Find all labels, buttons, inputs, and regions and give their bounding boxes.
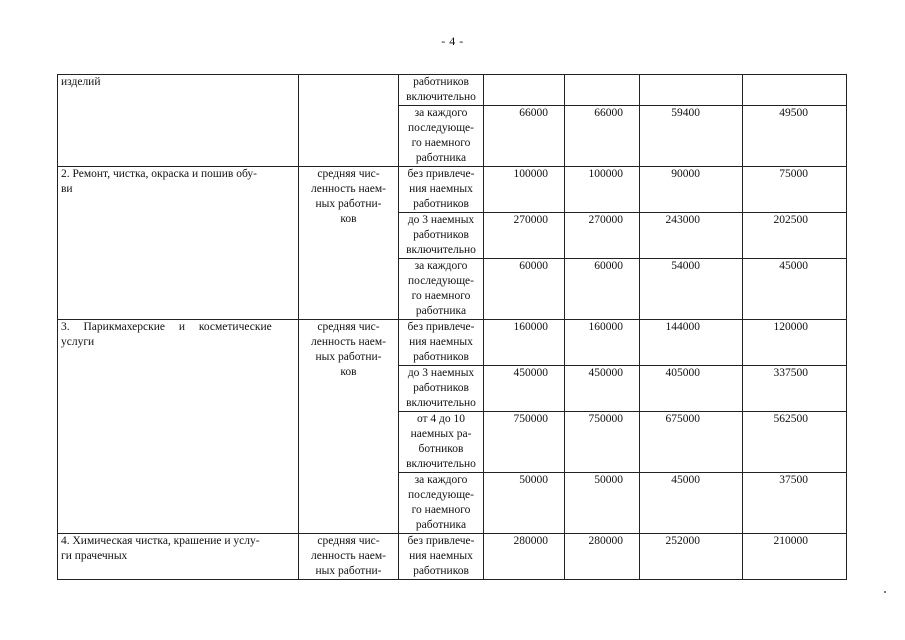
condition-line: го наемного [411,504,471,516]
value-cell [640,75,743,106]
unit-cell [299,534,399,580]
condition-line: работников [413,565,469,577]
condition-line: включительно [406,397,476,409]
value-cell: 405000 [640,366,743,412]
value-cell: 45000 [743,259,847,320]
condition-line: ния наемных [409,336,473,348]
value-cell: 54000 [640,259,743,320]
condition-cell [399,167,484,213]
value-cell: 144000 [640,320,743,366]
service-cell [58,75,299,167]
tariff-table [57,74,847,580]
condition-line: до 3 наемных [407,367,475,379]
condition-cell [399,320,484,366]
unit-line: ков [340,366,357,378]
service-line: 4. Химическая чистка, крашение и услу- [61,535,260,547]
condition-line: за каждого [414,474,468,486]
value-cell: 252000 [640,534,743,580]
service-cell [58,167,299,320]
service-line: 2. Ремонт, чистка, окраска и пошив обу- [61,168,257,180]
condition-line: без привлече- [407,168,475,180]
unit-line: ных работни- [315,198,382,210]
unit-line: ков [340,213,357,225]
condition-cell [399,213,484,259]
page-number: - 4 - [441,34,464,48]
condition-line: без привлече- [407,535,475,547]
condition-line: работника [415,305,467,317]
value-cell: 90000 [640,167,743,213]
value-cell: 66000 [565,106,640,167]
condition-line: включительно [406,458,476,470]
value-cell: 49500 [743,106,847,167]
value-cell: 450000 [484,366,565,412]
condition-line: го наемного [411,290,471,302]
condition-cell [399,412,484,473]
unit-line: средняя чис- [317,535,380,547]
value-cell: 280000 [484,534,565,580]
value-cell [484,75,565,106]
service-line: услуги [61,336,95,348]
condition-cell [399,106,484,167]
condition-line: включительно [406,244,476,256]
condition-line: без привлече- [407,321,475,333]
value-cell: 210000 [743,534,847,580]
value-cell: 60000 [484,259,565,320]
service-line: изделий [61,76,101,88]
unit-line: ных работни- [315,351,382,363]
value-cell: 60000 [565,259,640,320]
service-cell [58,534,299,580]
value-cell: 160000 [565,320,640,366]
condition-line: работников [413,351,469,363]
condition-line: за каждого [414,107,468,119]
value-cell: 100000 [484,167,565,213]
condition-line: го наемного [411,137,471,149]
condition-line: работников [413,198,469,210]
condition-cell [399,366,484,412]
condition-line: включительно [406,91,476,103]
service-cell [58,320,299,534]
value-cell [743,75,847,106]
value-cell: 270000 [565,213,640,259]
table-row [58,75,847,106]
service-line: ги прачечных [61,550,128,562]
value-cell: 270000 [484,213,565,259]
unit-cell [299,75,399,167]
condition-line: последующе- [408,275,474,287]
condition-cell [399,259,484,320]
value-cell: 750000 [565,412,640,473]
value-cell: 337500 [743,366,847,412]
unit-cell [299,320,399,534]
unit-line: средняя чис- [317,168,380,180]
condition-line: работника [415,519,467,531]
value-cell: 160000 [484,320,565,366]
value-cell: 120000 [743,320,847,366]
condition-line: работников [413,382,469,394]
table-row [58,167,847,213]
scan-speck [884,591,886,593]
value-cell: 50000 [565,473,640,534]
value-cell: 750000 [484,412,565,473]
unit-line: ленность наем- [311,550,386,562]
value-cell: 45000 [640,473,743,534]
condition-line: последующе- [408,489,474,501]
condition-line: от 4 до 10 [416,413,466,425]
condition-cell [399,473,484,534]
value-cell: 562500 [743,412,847,473]
condition-line: работника [415,152,467,164]
value-cell: 100000 [565,167,640,213]
condition-line: ния наемных [409,550,473,562]
service-line: ви [61,183,73,195]
unit-line: ленность наем- [311,336,386,348]
condition-cell [399,75,484,106]
value-cell [565,75,640,106]
condition-line: ния наемных [409,183,473,195]
unit-line: средняя чис- [317,321,380,333]
condition-line: последующе- [408,122,474,134]
condition-line: наемных ра- [410,428,472,440]
condition-line: ботников [418,443,464,455]
unit-line: ленность наем- [311,183,386,195]
value-cell: 75000 [743,167,847,213]
condition-cell [399,534,484,580]
value-cell: 280000 [565,534,640,580]
condition-line: до 3 наемных [407,214,475,226]
condition-line: работников [413,76,469,88]
value-cell: 66000 [484,106,565,167]
value-cell: 59400 [640,106,743,167]
service-line: 3. Парикмахерские и косметические [61,321,272,333]
unit-line: ных работни- [315,565,382,577]
value-cell: 50000 [484,473,565,534]
table-row [58,534,847,580]
condition-line: за каждого [414,260,468,272]
value-cell: 202500 [743,213,847,259]
value-cell: 243000 [640,213,743,259]
value-cell: 675000 [640,412,743,473]
unit-cell [299,167,399,320]
condition-line: работников [413,229,469,241]
value-cell: 37500 [743,473,847,534]
value-cell: 450000 [565,366,640,412]
table-row [58,320,847,366]
